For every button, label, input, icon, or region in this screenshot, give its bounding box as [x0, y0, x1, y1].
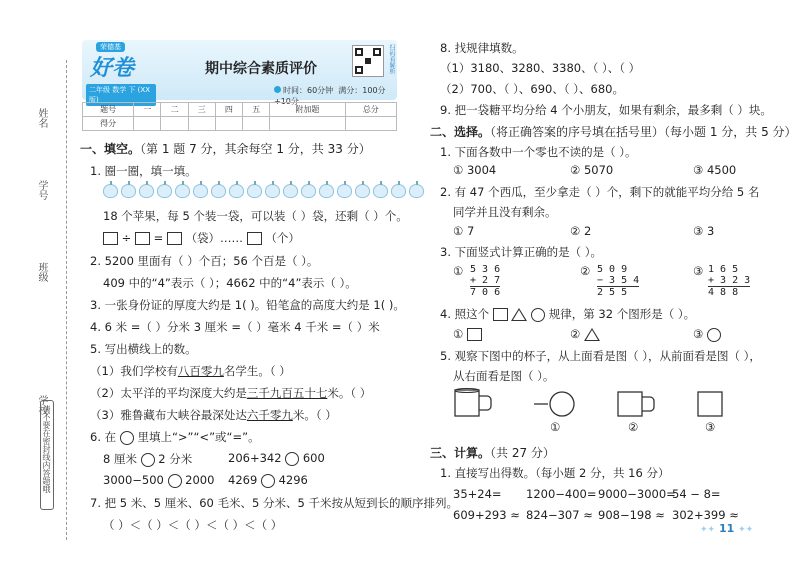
question-6: 6. 在 里填上“>”“<”或“=”。	[90, 430, 260, 444]
choice-3: 3. 下面竖式计算正确的是（ ）。	[440, 245, 603, 259]
time-label: 时间：60分钟	[283, 86, 334, 95]
apple-row	[103, 184, 424, 198]
page-number	[700, 522, 753, 535]
cup-view-label: ①	[550, 420, 561, 434]
question-2a: 2. 5200 里面有（ ）个百；56 个百是（ ）。	[90, 254, 319, 268]
compare-item: 3000−500 2000	[103, 473, 215, 487]
vertical-calc-c: 1 6 5 + 3 2 3 4 8 8	[708, 264, 751, 298]
apple-icon	[355, 184, 370, 198]
seal-warning-text: 请不要在密封线内答题哦	[42, 405, 51, 493]
calc-item[interactable]: 9000−3000=	[598, 487, 676, 501]
question-8: 8. 找规律填数。	[440, 41, 524, 55]
apple-icon	[175, 184, 190, 198]
question-5-1: （1）我们学校有八百零九名学生。（ ）	[90, 364, 291, 378]
calc-1: 1. 直接写出得数。（每小题 2 分，共 16 分）	[440, 466, 670, 480]
compare-item: 206+342 600	[228, 451, 325, 465]
circle-icon	[707, 328, 721, 342]
question-1-text: 18 个苹果，每 5 个装一袋，可以装（ ）袋，还剩（ ）个。	[103, 209, 408, 223]
cup-picture-icon	[452, 388, 496, 418]
choice-1-option[interactable]: ② 5070	[570, 163, 614, 177]
score-table-score-row	[83, 117, 397, 131]
calc-item[interactable]: 908−198 ≈	[598, 508, 665, 522]
cup-view-3-icon[interactable]	[695, 390, 725, 420]
logo-text: 好卷	[90, 56, 135, 81]
choice-4-option[interactable]: ①	[453, 327, 482, 341]
apple-icon	[103, 184, 118, 198]
star-icon: ✦✦	[700, 525, 716, 535]
clock-icon	[274, 86, 281, 93]
calc-item[interactable]: 824−307 ≈	[526, 508, 593, 522]
score-input-cell[interactable]	[161, 117, 188, 131]
section-3-header: 三、计算。（共 27 分）	[430, 446, 555, 460]
score-table-cell: 五	[243, 103, 270, 117]
question-8-1: （1）3180、3280、3380、（ ）、（ ）	[440, 61, 641, 75]
score-table-cell: 附加题	[270, 103, 345, 117]
choice-5-cont: 从右面看是图（ ）。	[453, 369, 555, 383]
question-5-2: （2）太平洋的平均深度大约是三千九百五十七米。（ ）	[90, 386, 372, 400]
vertical-calc-a: 5 3 6 + 2 7 7 0 6	[470, 264, 501, 298]
vertical-calc-b: 5 0 9 − 3 5 4 2 5 5	[597, 264, 640, 298]
choice-3-label[interactable]: ③	[693, 264, 704, 278]
score-table-cell: 一	[134, 103, 161, 117]
name-label: 姓名	[36, 108, 47, 128]
apple-icon	[373, 184, 388, 198]
question-8-2: （2）700、（ ）、690、（ ）、680。	[440, 82, 624, 96]
choice-3-label[interactable]: ②	[580, 264, 591, 278]
question-4: 4. 6 米 =（ ）分米 3 厘米 =（ ）毫米 4 千米 =（ ）米	[90, 320, 380, 334]
apple-icon	[409, 184, 424, 198]
cup-view-label: ②	[628, 420, 639, 434]
calc-item[interactable]: 302+399 ≈	[672, 508, 739, 522]
question-3: 3. 一张身份证的厚度大约是 1( )。铅笔盒的高度大约是 1( )。	[90, 298, 405, 312]
calc-item[interactable]: 54 − 8=	[672, 487, 721, 501]
score-input-cell[interactable]	[215, 117, 242, 131]
qr-code-icon[interactable]	[352, 45, 384, 77]
score-table-cell: 题号	[83, 103, 134, 117]
qr-caption: 扫码看解析	[388, 44, 395, 74]
square-icon	[467, 328, 482, 341]
answer-box[interactable]	[247, 232, 262, 245]
triangle-icon	[511, 308, 527, 321]
score-input-cell[interactable]	[243, 117, 270, 131]
question-5-3: （3）雅鲁藏布大峡谷最深处达六千零九米。（ ）	[90, 408, 337, 422]
score-input-cell[interactable]	[345, 117, 396, 131]
choice-2: 2. 有 47 个西瓜，至少拿走（ ）个，剩下的就能平均分给 5 名	[440, 185, 760, 199]
apple-icon	[265, 184, 280, 198]
apple-icon	[229, 184, 244, 198]
circle-icon	[120, 431, 134, 445]
apple-icon	[211, 184, 226, 198]
question-1: 1. 圈一圈，填一填。	[90, 164, 197, 178]
apple-icon	[301, 184, 316, 198]
score-input-cell[interactable]	[270, 117, 345, 131]
question-2b: 409 中的“4”表示（ ）；4662 中的“4”表示（ ）。	[103, 276, 357, 290]
star-icon: ✦✦	[738, 525, 754, 535]
triangle-icon	[584, 328, 600, 341]
choice-1-option[interactable]: ③ 4500	[693, 163, 737, 177]
question-5: 5. 写出横线上的数。	[90, 342, 197, 356]
square-icon	[493, 308, 508, 321]
section-2-header: 二、选择。（将正确答案的序号填在括号里）（每小题 1 分，共 5 分）	[430, 125, 797, 139]
score-table-cell: 二	[161, 103, 188, 117]
brand-logo	[86, 42, 156, 104]
cup-view-1-icon[interactable]	[532, 390, 578, 420]
apple-icon	[193, 184, 208, 198]
question-1-equation: ÷ = （袋）…… （个）	[103, 230, 300, 246]
compare-item: 4269 4296	[228, 473, 308, 487]
choice-1-option[interactable]: ① 3004	[453, 163, 497, 177]
choice-4-option[interactable]: ②	[570, 327, 600, 341]
choice-2-option[interactable]: ① 7	[453, 224, 475, 238]
seal-warning-box	[40, 400, 54, 510]
compare-circle[interactable]	[168, 474, 182, 488]
apple-icon	[157, 184, 172, 198]
circle-icon	[531, 308, 545, 322]
score-table-cell: 三	[188, 103, 215, 117]
choice-2-option[interactable]: ② 2	[570, 224, 592, 238]
seal-line	[66, 60, 67, 540]
answer-box[interactable]	[135, 232, 150, 245]
brand-tag: 荣德基	[96, 42, 125, 52]
apple-icon	[247, 184, 262, 198]
grade-label: 二年级 数学 下 (XX版)	[86, 84, 156, 106]
apple-icon	[337, 184, 352, 198]
answer-box[interactable]	[103, 232, 118, 245]
score-input-cell[interactable]	[134, 117, 161, 131]
question-9: 9. 把一袋糖平均分给 4 个小朋友，如果有剩余，最多剩（ ）块。	[440, 103, 772, 117]
question-7-blanks[interactable]: （ ）＜（ ）＜（ ）＜（ ）＜（ ）	[103, 518, 283, 532]
choice-3-label[interactable]: ①	[453, 264, 464, 278]
choice-2-cont: 同学并且没有剩余。	[453, 205, 557, 219]
choice-5: 5. 观察下图中的杯子，从上面看是图（ ），从前面看是图（ ），	[440, 349, 761, 363]
calc-item[interactable]: 609+293 ≈	[453, 508, 520, 522]
question-7: 7. 把 5 米、5 厘米、60 毛米、5 分米、5 千米按从短到长的顺序排列。	[90, 496, 458, 510]
full-score-label: 满分：100分+10分	[274, 86, 386, 106]
score-table-cell: 总分	[345, 103, 396, 117]
apple-icon	[283, 184, 298, 198]
page-number-value: 11	[718, 522, 735, 535]
section-1-header: 一、填空。（第 1 题 7 分，其余每空 1 分，共 33 分）	[80, 142, 371, 156]
header-banner	[82, 40, 397, 106]
choice-4: 4. 照这个 规律，第 32 个图形是（ ）。	[440, 307, 696, 321]
choice-2-option[interactable]: ③ 3	[693, 224, 715, 238]
cup-view-label: ③	[705, 420, 716, 434]
calc-item[interactable]: 35+24=	[453, 487, 502, 501]
compare-circle[interactable]	[141, 453, 155, 467]
score-table-header-row	[83, 103, 397, 117]
score-table-cell: 四	[215, 103, 242, 117]
choice-1: 1. 下面各数中一个零也不读的是（ ）。	[440, 145, 637, 159]
compare-circle[interactable]	[261, 474, 275, 488]
calc-item[interactable]: 1200−400=	[526, 487, 597, 501]
score-input-cell[interactable]	[188, 117, 215, 131]
student-id-label: 学号	[36, 180, 47, 200]
apple-icon	[319, 184, 334, 198]
compare-circle[interactable]	[285, 452, 299, 466]
score-table	[82, 102, 397, 131]
score-table-cell: 得分	[83, 117, 134, 131]
choice-4-option[interactable]: ③	[693, 327, 721, 342]
apple-icon	[121, 184, 136, 198]
apple-icon	[391, 184, 406, 198]
class-label: 班级	[36, 262, 47, 282]
school-label: 学校	[36, 395, 47, 415]
exam-title: 期中综合素质评价	[205, 61, 317, 77]
apple-icon	[139, 184, 154, 198]
cup-view-2-icon[interactable]	[615, 390, 659, 420]
answer-box[interactable]	[167, 232, 182, 245]
compare-item: 8 厘米 2 分米	[103, 452, 193, 466]
